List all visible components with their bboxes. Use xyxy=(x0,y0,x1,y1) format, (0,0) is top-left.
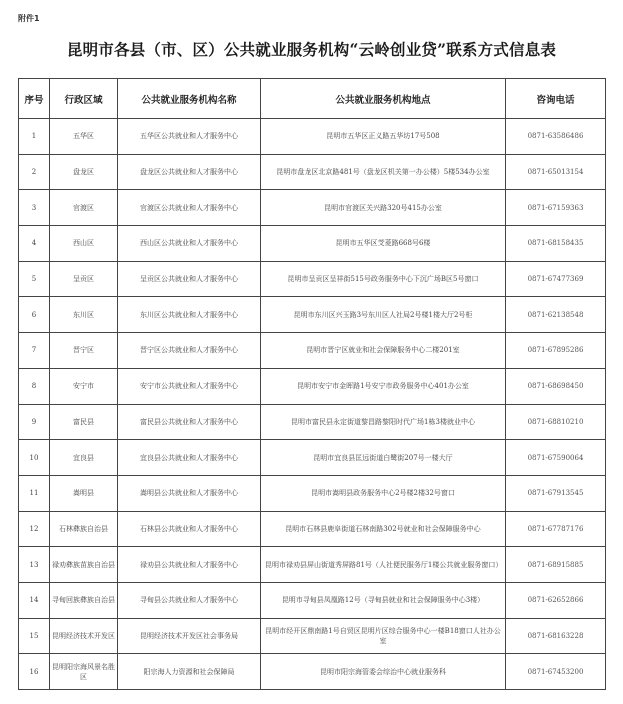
cell-phone: 0871-67159363 xyxy=(506,190,606,226)
cell-agency-address: 昆明市五华区芠菱路668号6楼 xyxy=(261,226,506,262)
cell-seq: 9 xyxy=(19,404,50,440)
cell-seq: 4 xyxy=(19,226,50,262)
cell-seq: 5 xyxy=(19,261,50,297)
cell-agency-name: 安宁市公共就业和人才服务中心 xyxy=(118,368,261,404)
cell-agency-name: 禄劝县公共就业和人才服务中心 xyxy=(118,547,261,583)
table-row xyxy=(19,297,606,333)
cell-agency-address: 昆明市嵩明县政务服务中心2号楼2楼32号窗口 xyxy=(261,475,506,511)
cell-seq: 12 xyxy=(19,511,50,547)
cell-region: 寻甸回族彝族自治县 xyxy=(50,582,118,618)
table-row xyxy=(19,261,606,297)
cell-agency-address: 昆明市东川区兴玉路3号东川区人社局2号楼1楼大厅2号柜 xyxy=(261,297,506,333)
table-body xyxy=(19,119,606,690)
header-region: 行政区域 xyxy=(50,79,118,119)
table-row xyxy=(19,475,606,511)
cell-agency-name: 盘龙区公共就业和人才服务中心 xyxy=(118,154,261,190)
cell-agency-name: 石林县公共就业和人才服务中心 xyxy=(118,511,261,547)
table-row xyxy=(19,368,606,404)
header-phone: 咨询电话 xyxy=(506,79,606,119)
cell-seq: 6 xyxy=(19,297,50,333)
cell-agency-name: 昆明经济技术开发区社会事务局 xyxy=(118,618,261,654)
cell-seq: 15 xyxy=(19,618,50,654)
cell-region: 安宁市 xyxy=(50,368,118,404)
cell-phone: 0871-67453200 xyxy=(506,654,606,690)
header-agency-address: 公共就业服务机构地点 xyxy=(261,79,506,119)
cell-region: 昆明阳宗海风景名胜区 xyxy=(50,654,118,690)
cell-region: 西山区 xyxy=(50,226,118,262)
cell-agency-name: 东川区公共就业和人才服务中心 xyxy=(118,297,261,333)
cell-agency-name: 晋宁区公共就业和人才服务中心 xyxy=(118,333,261,369)
cell-phone: 0871-68810210 xyxy=(506,404,606,440)
cell-region: 富民县 xyxy=(50,404,118,440)
cell-region: 石林彝族自治县 xyxy=(50,511,118,547)
cell-agency-name: 嵩明县公共就业和人才服务中心 xyxy=(118,475,261,511)
table-row xyxy=(19,119,606,155)
cell-region: 盘龙区 xyxy=(50,154,118,190)
cell-agency-name: 阳宗海人力资源和社会保障局 xyxy=(118,654,261,690)
cell-region: 官渡区 xyxy=(50,190,118,226)
attachment-label: 附件1 xyxy=(18,14,40,23)
cell-phone: 0871-68698450 xyxy=(506,368,606,404)
table-row xyxy=(19,404,606,440)
cell-seq: 7 xyxy=(19,333,50,369)
cell-agency-address: 昆明市经开区鼎南路1号自贸区昆明片区综合服务中心一楼B18窗口人社办公室 xyxy=(261,618,506,654)
cell-region: 宜良县 xyxy=(50,440,118,476)
cell-phone: 0871-63586486 xyxy=(506,119,606,155)
cell-phone: 0871-62652866 xyxy=(506,582,606,618)
cell-agency-address: 昆明市富民县永定街道黎昌路黎阳时代广场1栋3楼就业中心 xyxy=(261,404,506,440)
cell-phone: 0871-67787176 xyxy=(506,511,606,547)
contact-info-table xyxy=(18,78,606,690)
table-row xyxy=(19,547,606,583)
cell-phone: 0871-65013154 xyxy=(506,154,606,190)
document-title: 昆明市各县（市、区）公共就业服务机构“云岭创业贷”联系方式信息表 xyxy=(66,40,557,59)
cell-agency-address: 昆明市呈贡区呈祥街515号政务服务中心下沉广场B区5号窗口 xyxy=(261,261,506,297)
cell-seq: 1 xyxy=(19,119,50,155)
cell-seq: 11 xyxy=(19,475,50,511)
cell-seq: 8 xyxy=(19,368,50,404)
table-row xyxy=(19,226,606,262)
cell-phone: 0871-68158435 xyxy=(506,226,606,262)
cell-agency-address: 昆明市五华区正义路五华坊17号508 xyxy=(261,119,506,155)
cell-agency-address: 昆明市阳宗海管委会综治中心就业服务科 xyxy=(261,654,506,690)
table-row xyxy=(19,333,606,369)
table-row xyxy=(19,440,606,476)
header-seq: 序号 xyxy=(19,79,50,119)
cell-agency-address: 昆明市晋宁区就业和社会保障服务中心二楼201室 xyxy=(261,333,506,369)
cell-agency-address: 昆明市寻甸县凤凰路12号（寻甸县就业和社会保障服务中心3楼） xyxy=(261,582,506,618)
cell-phone: 0871-68915885 xyxy=(506,547,606,583)
cell-seq: 14 xyxy=(19,582,50,618)
cell-agency-address: 昆明市安宁市金晖路1号安宁市政务服务中心401办公室 xyxy=(261,368,506,404)
cell-region: 东川区 xyxy=(50,297,118,333)
cell-agency-name: 宜良县公共就业和人才服务中心 xyxy=(118,440,261,476)
table-row xyxy=(19,654,606,690)
cell-region: 嵩明县 xyxy=(50,475,118,511)
cell-phone: 0871-62138548 xyxy=(506,297,606,333)
cell-seq: 3 xyxy=(19,190,50,226)
table-row xyxy=(19,582,606,618)
cell-seq: 16 xyxy=(19,654,50,690)
cell-region: 五华区 xyxy=(50,119,118,155)
cell-region: 昆明经济技术开发区 xyxy=(50,618,118,654)
cell-seq: 10 xyxy=(19,440,50,476)
cell-agency-name: 官渡区公共就业和人才服务中心 xyxy=(118,190,261,226)
cell-agency-name: 寻甸县公共就业和人才服务中心 xyxy=(118,582,261,618)
table-row xyxy=(19,618,606,654)
cell-seq: 2 xyxy=(19,154,50,190)
cell-phone: 0871-67895286 xyxy=(506,333,606,369)
cell-seq: 13 xyxy=(19,547,50,583)
cell-phone: 0871-67913545 xyxy=(506,475,606,511)
cell-agency-address: 昆明市官渡区关兴路320号415办公室 xyxy=(261,190,506,226)
cell-phone: 0871-68163228 xyxy=(506,618,606,654)
header-agency-name: 公共就业服务机构名称 xyxy=(118,79,261,119)
cell-agency-address: 昆明市宜良县匡远街道白鹭街207号一楼大厅 xyxy=(261,440,506,476)
table-row xyxy=(19,154,606,190)
cell-agency-name: 西山区公共就业和人才服务中心 xyxy=(118,226,261,262)
cell-region: 晋宁区 xyxy=(50,333,118,369)
table-row xyxy=(19,511,606,547)
cell-phone: 0871-67477369 xyxy=(506,261,606,297)
cell-agency-address: 昆明市石林县鹿阜街道石林南路302号就业和社会保障服务中心 xyxy=(261,511,506,547)
table-row xyxy=(19,190,606,226)
cell-region: 呈贡区 xyxy=(50,261,118,297)
cell-phone: 0871-67590064 xyxy=(506,440,606,476)
cell-agency-address: 昆明市禄劝县屏山街道秀屏路81号（人社便民服务厅1楼公共就业服务窗口） xyxy=(261,547,506,583)
cell-agency-name: 五华区公共就业和人才服务中心 xyxy=(118,119,261,155)
cell-agency-name: 富民县公共就业和人才服务中心 xyxy=(118,404,261,440)
cell-agency-name: 呈贡区公共就业和人才服务中心 xyxy=(118,261,261,297)
table-header-row xyxy=(19,79,606,119)
cell-region: 禄劝彝族苗族自治县 xyxy=(50,547,118,583)
cell-agency-address: 昆明市盘龙区北京路481号（盘龙区机关第一办公楼）5楼534办公室 xyxy=(261,154,506,190)
